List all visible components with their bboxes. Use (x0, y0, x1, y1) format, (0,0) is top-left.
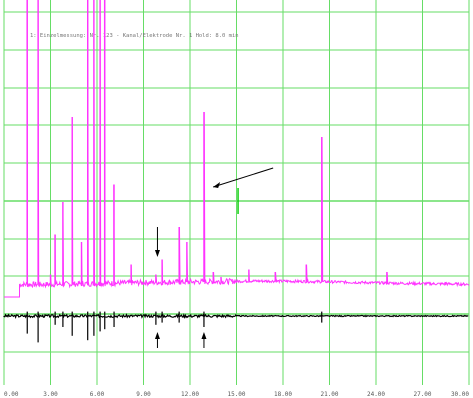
x-tick-label: 15.00 (227, 391, 246, 398)
x-tick-label: 9.00 (136, 391, 151, 398)
header-text: 1: Einzelmessung: Nr. 123 - Kanal/Elektrode Nr. 1 Hold: 8.0 min (30, 33, 239, 39)
x-tick-label: 30.00 (450, 391, 469, 398)
x-tick-label: 3.00 (43, 391, 58, 398)
x-tick-label: 24.00 (366, 391, 386, 398)
x-tick-label: 6.00 (89, 391, 105, 398)
x-tick-label: 27.00 (413, 391, 432, 398)
x-tick-label: 18.00 (273, 391, 293, 398)
x-tick-label: 12.00 (180, 391, 200, 398)
x-tick-label: 21.00 (320, 391, 339, 398)
x-tick-label: 0.00 (4, 391, 19, 398)
